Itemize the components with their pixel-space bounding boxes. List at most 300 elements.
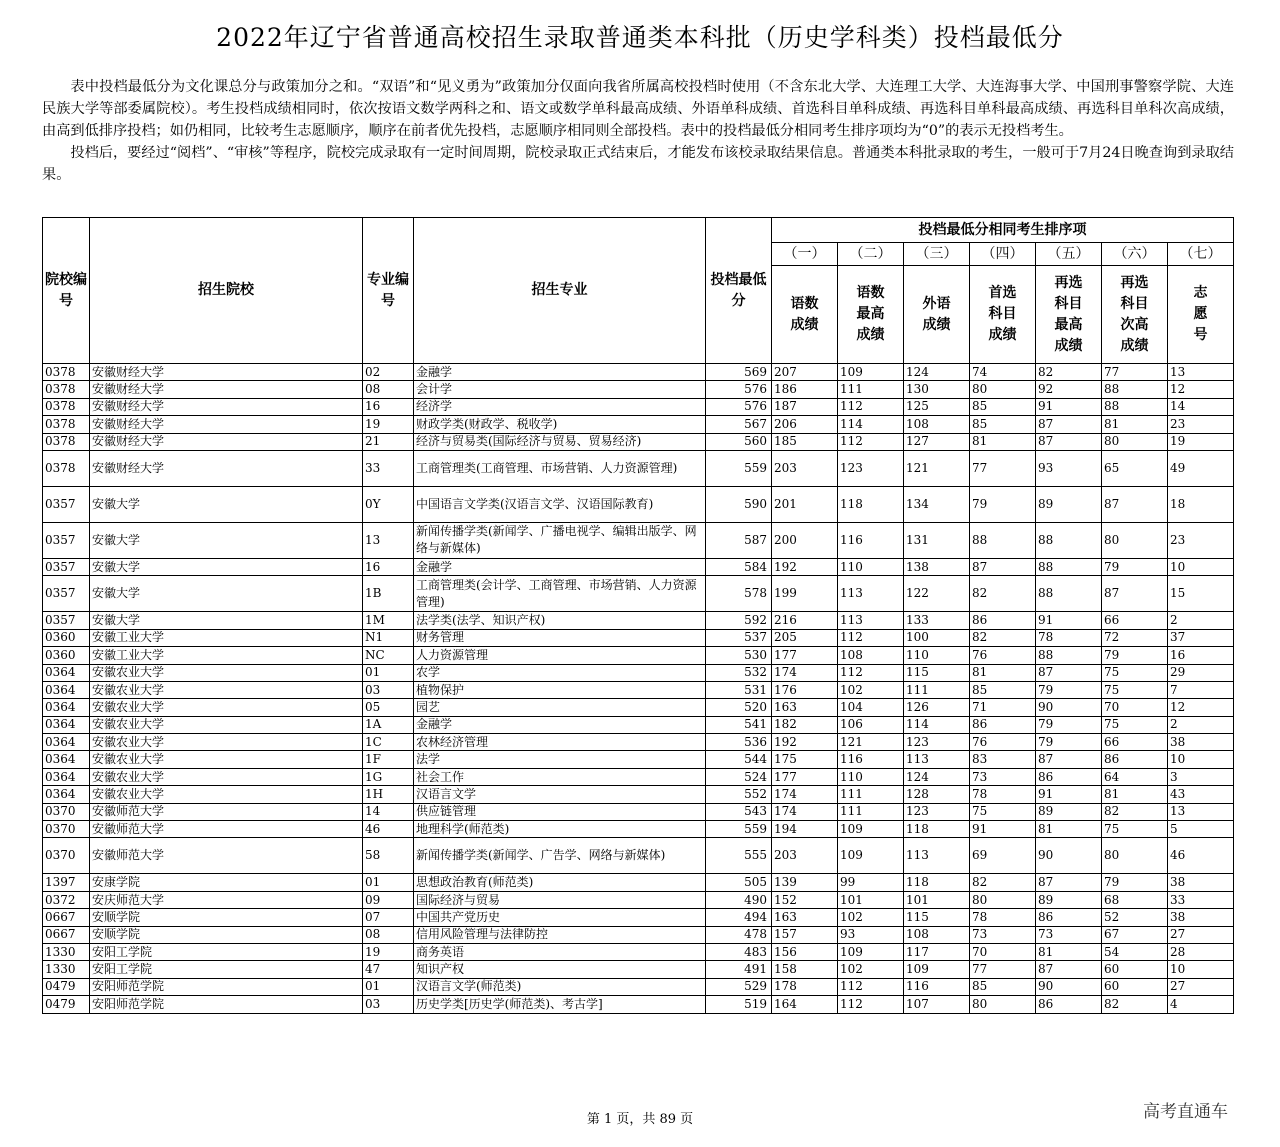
cell-school-name: 安阳工学院 <box>90 961 363 978</box>
cell-major-code: 1F <box>363 751 414 768</box>
table-row <box>43 716 1234 733</box>
cell-sort-3: 130 <box>904 381 970 398</box>
cell-major-name: 财政学类(财政学、税收学) <box>414 416 706 433</box>
cell-major-code: 14 <box>363 803 414 820</box>
cell-major-name: 工商管理类(会计学、工商管理、市场营销、人力资源管理) <box>414 576 706 612</box>
cell-school-code: 0364 <box>43 716 90 733</box>
cell-school-code: 0357 <box>43 486 90 522</box>
table-row <box>43 416 1234 433</box>
cell-sort-6: 79 <box>1102 874 1168 891</box>
cell-sort-7: 10 <box>1168 751 1234 768</box>
cell-sort-3: 101 <box>904 891 970 908</box>
header-sort-num: （四） <box>970 243 1036 266</box>
cell-major-name: 财务管理 <box>414 629 706 646</box>
cell-major-name: 会计学 <box>414 381 706 398</box>
cell-major-name: 中国语言文学类(汉语言文学、汉语国际教育) <box>414 486 706 522</box>
cell-school-name: 安阳师范学院 <box>90 996 363 1013</box>
cell-sort-1: 175 <box>772 751 838 768</box>
cell-sort-5: 87 <box>1036 664 1102 681</box>
table-row <box>43 450 1234 486</box>
cell-sort-6: 81 <box>1102 786 1168 803</box>
cell-school-code: 0364 <box>43 699 90 716</box>
cell-min-score: 494 <box>706 909 772 926</box>
cell-sort-5: 81 <box>1036 821 1102 838</box>
cell-sort-1: 176 <box>772 681 838 698</box>
cell-sort-6: 72 <box>1102 629 1168 646</box>
header-min-score: 投档最低分 <box>706 218 772 364</box>
cell-sort-5: 91 <box>1036 786 1102 803</box>
cell-sort-4: 88 <box>970 522 1036 558</box>
cell-sort-5: 87 <box>1036 751 1102 768</box>
cell-sort-2: 110 <box>838 768 904 785</box>
table-row <box>43 576 1234 612</box>
cell-sort-1: 163 <box>772 699 838 716</box>
cell-sort-6: 54 <box>1102 943 1168 960</box>
cell-school-code: 0378 <box>43 450 90 486</box>
cell-school-name: 安徽农业大学 <box>90 734 363 751</box>
cell-sort-4: 78 <box>970 786 1036 803</box>
cell-school-code: 0357 <box>43 576 90 612</box>
cell-sort-7: 49 <box>1168 450 1234 486</box>
cell-school-name: 安徽大学 <box>90 522 363 558</box>
cell-major-code: 58 <box>363 838 414 874</box>
cell-sort-1: 194 <box>772 821 838 838</box>
cell-sort-1: 203 <box>772 838 838 874</box>
cell-sort-7: 46 <box>1168 838 1234 874</box>
header-sort-num: （五） <box>1036 243 1102 266</box>
cell-sort-7: 10 <box>1168 961 1234 978</box>
cell-major-name: 思想政治教育(师范类) <box>414 874 706 891</box>
cell-major-name: 园艺 <box>414 699 706 716</box>
header-sort-label: 外语成绩 <box>904 266 970 364</box>
cell-school-name: 安徽农业大学 <box>90 751 363 768</box>
cell-sort-2: 112 <box>838 664 904 681</box>
cell-school-name: 安徽农业大学 <box>90 716 363 733</box>
cell-sort-7: 43 <box>1168 786 1234 803</box>
cell-sort-7: 38 <box>1168 734 1234 751</box>
cell-min-score: 578 <box>706 576 772 612</box>
header-sort-label: 志愿号 <box>1168 266 1234 364</box>
cell-sort-2: 116 <box>838 522 904 558</box>
cell-sort-1: 182 <box>772 716 838 733</box>
cell-sort-2: 102 <box>838 681 904 698</box>
cell-sort-1: 174 <box>772 786 838 803</box>
cell-sort-3: 108 <box>904 926 970 943</box>
cell-major-code: NC <box>363 647 414 664</box>
cell-sort-7: 2 <box>1168 716 1234 733</box>
cell-school-code: 1397 <box>43 874 90 891</box>
header-major-name: 招生专业 <box>414 218 706 364</box>
cell-sort-2: 112 <box>838 433 904 450</box>
cell-sort-1: 164 <box>772 996 838 1013</box>
cell-sort-7: 29 <box>1168 664 1234 681</box>
cell-school-code: 0378 <box>43 416 90 433</box>
cell-school-name: 安徽大学 <box>90 486 363 522</box>
cell-sort-4: 86 <box>970 716 1036 733</box>
cell-sort-7: 27 <box>1168 926 1234 943</box>
cell-sort-2: 112 <box>838 996 904 1013</box>
cell-school-code: 0360 <box>43 629 90 646</box>
cell-sort-5: 88 <box>1036 576 1102 612</box>
cell-min-score: 530 <box>706 647 772 664</box>
cell-sort-7: 3 <box>1168 768 1234 785</box>
header-sort-num: （六） <box>1102 243 1168 266</box>
cell-major-name: 供应链管理 <box>414 803 706 820</box>
cell-sort-6: 86 <box>1102 751 1168 768</box>
table-row <box>43 398 1234 415</box>
cell-sort-3: 134 <box>904 486 970 522</box>
table-row <box>43 681 1234 698</box>
cell-major-code: 16 <box>363 398 414 415</box>
cell-sort-4: 73 <box>970 926 1036 943</box>
cell-sort-7: 13 <box>1168 803 1234 820</box>
cell-sort-2: 118 <box>838 486 904 522</box>
cell-sort-1: 192 <box>772 558 838 575</box>
cell-sort-7: 23 <box>1168 416 1234 433</box>
cell-sort-2: 102 <box>838 909 904 926</box>
cell-sort-3: 117 <box>904 943 970 960</box>
cell-major-code: 1G <box>363 768 414 785</box>
cell-min-score: 559 <box>706 450 772 486</box>
cell-sort-3: 107 <box>904 996 970 1013</box>
cell-sort-6: 88 <box>1102 381 1168 398</box>
cell-sort-2: 114 <box>838 416 904 433</box>
cell-min-score: 569 <box>706 364 772 381</box>
cell-sort-2: 116 <box>838 751 904 768</box>
cell-school-code: 0364 <box>43 786 90 803</box>
cell-sort-2: 101 <box>838 891 904 908</box>
cell-sort-3: 111 <box>904 681 970 698</box>
cell-sort-5: 91 <box>1036 398 1102 415</box>
cell-sort-7: 27 <box>1168 978 1234 995</box>
table-row <box>43 768 1234 785</box>
cell-major-code: 33 <box>363 450 414 486</box>
cell-sort-1: 201 <box>772 486 838 522</box>
cell-major-code: 1C <box>363 734 414 751</box>
cell-sort-7: 2 <box>1168 612 1234 629</box>
table-row <box>43 558 1234 575</box>
cell-school-name: 安徽财经大学 <box>90 398 363 415</box>
cell-sort-2: 93 <box>838 926 904 943</box>
cell-school-code: 0370 <box>43 803 90 820</box>
cell-school-code: 1330 <box>43 943 90 960</box>
cell-sort-2: 104 <box>838 699 904 716</box>
cell-sort-5: 90 <box>1036 699 1102 716</box>
cell-sort-7: 16 <box>1168 647 1234 664</box>
cell-sort-1: 187 <box>772 398 838 415</box>
table-row <box>43 486 1234 522</box>
header-sort-group: 投档最低分相同考生排序项 <box>772 218 1234 243</box>
cell-sort-7: 13 <box>1168 364 1234 381</box>
cell-min-score: 529 <box>706 978 772 995</box>
cell-sort-5: 87 <box>1036 874 1102 891</box>
cell-sort-1: 163 <box>772 909 838 926</box>
cell-sort-4: 81 <box>970 664 1036 681</box>
cell-sort-3: 138 <box>904 558 970 575</box>
cell-sort-7: 38 <box>1168 874 1234 891</box>
cell-school-name: 安顺学院 <box>90 926 363 943</box>
cell-sort-4: 83 <box>970 751 1036 768</box>
cell-sort-6: 70 <box>1102 699 1168 716</box>
cell-sort-3: 116 <box>904 978 970 995</box>
header-sort-label: 再选科目最高成绩 <box>1036 266 1102 364</box>
cell-sort-2: 111 <box>838 381 904 398</box>
cell-major-code: 21 <box>363 433 414 450</box>
cell-sort-3: 114 <box>904 716 970 733</box>
table-row <box>43 961 1234 978</box>
cell-major-code: 1M <box>363 612 414 629</box>
cell-sort-6: 66 <box>1102 734 1168 751</box>
cell-school-name: 安徽师范大学 <box>90 803 363 820</box>
cell-school-code: 0357 <box>43 558 90 575</box>
cell-major-code: 01 <box>363 978 414 995</box>
cell-sort-6: 66 <box>1102 612 1168 629</box>
cell-sort-5: 88 <box>1036 558 1102 575</box>
cell-sort-3: 128 <box>904 786 970 803</box>
cell-sort-1: 139 <box>772 874 838 891</box>
cell-school-code: 0357 <box>43 522 90 558</box>
cell-sort-6: 80 <box>1102 838 1168 874</box>
cell-school-code: 0667 <box>43 909 90 926</box>
cell-major-name: 金融学 <box>414 558 706 575</box>
cell-school-code: 1330 <box>43 961 90 978</box>
cell-sort-4: 85 <box>970 681 1036 698</box>
cell-major-name: 社会工作 <box>414 768 706 785</box>
cell-major-name: 商务英语 <box>414 943 706 960</box>
cell-sort-4: 82 <box>970 874 1036 891</box>
cell-sort-4: 80 <box>970 996 1036 1013</box>
header-sort-num: （三） <box>904 243 970 266</box>
table-row <box>43 612 1234 629</box>
cell-school-name: 安阳工学院 <box>90 943 363 960</box>
cell-min-score: 532 <box>706 664 772 681</box>
cell-sort-1: 177 <box>772 768 838 785</box>
cell-sort-5: 87 <box>1036 416 1102 433</box>
cell-sort-2: 112 <box>838 398 904 415</box>
cell-sort-3: 124 <box>904 768 970 785</box>
cell-sort-6: 87 <box>1102 486 1168 522</box>
cell-sort-3: 131 <box>904 522 970 558</box>
watermark: 高考直通车 <box>1143 1102 1228 1122</box>
cell-sort-4: 73 <box>970 768 1036 785</box>
cell-major-code: 01 <box>363 874 414 891</box>
cell-sort-4: 76 <box>970 647 1036 664</box>
cell-sort-5: 89 <box>1036 486 1102 522</box>
cell-sort-5: 86 <box>1036 909 1102 926</box>
page-footer: 第 1 页，共 89 页 <box>586 1112 694 1127</box>
cell-major-name: 金融学 <box>414 364 706 381</box>
cell-sort-2: 109 <box>838 364 904 381</box>
cell-sort-4: 78 <box>970 909 1036 926</box>
cell-sort-6: 75 <box>1102 716 1168 733</box>
cell-sort-7: 19 <box>1168 433 1234 450</box>
cell-school-code: 0364 <box>43 768 90 785</box>
cell-sort-2: 111 <box>838 786 904 803</box>
cell-sort-4: 86 <box>970 612 1036 629</box>
cell-sort-6: 65 <box>1102 450 1168 486</box>
cell-sort-7: 4 <box>1168 996 1234 1013</box>
cell-sort-3: 124 <box>904 364 970 381</box>
cell-min-score: 576 <box>706 381 772 398</box>
cell-sort-6: 79 <box>1102 647 1168 664</box>
cell-sort-3: 115 <box>904 909 970 926</box>
cell-major-name: 汉语言文学 <box>414 786 706 803</box>
cell-school-name: 安徽财经大学 <box>90 450 363 486</box>
cell-sort-2: 109 <box>838 838 904 874</box>
cell-sort-6: 79 <box>1102 558 1168 575</box>
cell-sort-3: 118 <box>904 874 970 891</box>
cell-major-code: 09 <box>363 891 414 908</box>
cell-sort-6: 52 <box>1102 909 1168 926</box>
cell-min-score: 584 <box>706 558 772 575</box>
cell-sort-3: 100 <box>904 629 970 646</box>
cell-sort-4: 80 <box>970 891 1036 908</box>
cell-major-name: 历史学类[历史学(师范类)、考古学] <box>414 996 706 1013</box>
cell-sort-1: 199 <box>772 576 838 612</box>
cell-sort-1: 158 <box>772 961 838 978</box>
cell-min-score: 531 <box>706 681 772 698</box>
header-school-name: 招生院校 <box>90 218 363 364</box>
cell-min-score: 524 <box>706 768 772 785</box>
cell-sort-7: 12 <box>1168 699 1234 716</box>
cell-sort-2: 121 <box>838 734 904 751</box>
cell-school-name: 安徽农业大学 <box>90 768 363 785</box>
cell-sort-3: 118 <box>904 821 970 838</box>
cell-min-score: 478 <box>706 926 772 943</box>
cell-major-code: 01 <box>363 664 414 681</box>
cell-major-code: 13 <box>363 522 414 558</box>
cell-school-code: 0372 <box>43 891 90 908</box>
cell-school-code: 0364 <box>43 734 90 751</box>
cell-school-code: 0479 <box>43 996 90 1013</box>
cell-sort-1: 200 <box>772 522 838 558</box>
cell-sort-6: 75 <box>1102 681 1168 698</box>
cell-sort-3: 109 <box>904 961 970 978</box>
header-sort-num: （七） <box>1168 243 1234 266</box>
cell-sort-7: 37 <box>1168 629 1234 646</box>
cell-sort-2: 109 <box>838 943 904 960</box>
table-row <box>43 926 1234 943</box>
cell-major-name: 经济与贸易类(国际经济与贸易、贸易经济) <box>414 433 706 450</box>
cell-sort-5: 78 <box>1036 629 1102 646</box>
cell-sort-6: 80 <box>1102 522 1168 558</box>
cell-min-score: 491 <box>706 961 772 978</box>
cell-school-name: 安阳师范学院 <box>90 978 363 995</box>
cell-sort-5: 79 <box>1036 681 1102 698</box>
cell-sort-5: 79 <box>1036 734 1102 751</box>
cell-sort-3: 113 <box>904 751 970 768</box>
cell-sort-1: 192 <box>772 734 838 751</box>
cell-sort-4: 75 <box>970 803 1036 820</box>
cell-sort-5: 89 <box>1036 803 1102 820</box>
cell-sort-6: 81 <box>1102 416 1168 433</box>
cell-school-code: 0364 <box>43 681 90 698</box>
table-row <box>43 978 1234 995</box>
cell-sort-3: 115 <box>904 664 970 681</box>
table-row <box>43 838 1234 874</box>
cell-sort-4: 81 <box>970 433 1036 450</box>
cell-sort-3: 125 <box>904 398 970 415</box>
cell-sort-4: 82 <box>970 576 1036 612</box>
cell-min-score: 576 <box>706 398 772 415</box>
cell-min-score: 543 <box>706 803 772 820</box>
cell-sort-6: 67 <box>1102 926 1168 943</box>
cell-sort-1: 177 <box>772 647 838 664</box>
cell-school-name: 安徽师范大学 <box>90 821 363 838</box>
cell-sort-1: 157 <box>772 926 838 943</box>
cell-major-name: 经济学 <box>414 398 706 415</box>
cell-major-name: 中国共产党历史 <box>414 909 706 926</box>
cell-min-score: 544 <box>706 751 772 768</box>
cell-major-name: 新闻传播学类(新闻学、广告学、网络与新媒体) <box>414 838 706 874</box>
cell-major-name: 法学 <box>414 751 706 768</box>
cell-sort-7: 28 <box>1168 943 1234 960</box>
cell-major-code: 47 <box>363 961 414 978</box>
cell-sort-1: 152 <box>772 891 838 908</box>
intro-paragraph-1: 表中投档最低分为文化课总分与政策加分之和。“双语”和“见义勇为”政策加分仅面向我省所属高校投档时使用（不含东北大学、大连理工大学、大连海事大学、中国刑事警察学院、大连民族大学等部委属院校）。考生投档成绩相同时，依次按语文数学两科之和、语文或数学单科最高成绩、外语单科成绩、首选科目单科成绩、再选科目单科最高成绩、再选科目单科次高成绩，由高到低排序投档；如仍相同，比较考生志愿顺序，顺序在前者优先投档，志愿顺序相同则全部投档。表中的投档最低分相同考生排序项均为“0”的表示无投档考生。 <box>42 79 1234 139</box>
cell-major-code: 19 <box>363 416 414 433</box>
table-row <box>43 909 1234 926</box>
cell-sort-4: 77 <box>970 961 1036 978</box>
cell-sort-1: 156 <box>772 943 838 960</box>
cell-school-code: 0378 <box>43 433 90 450</box>
cell-sort-2: 113 <box>838 612 904 629</box>
cell-major-code: 08 <box>363 381 414 398</box>
cell-major-name: 金融学 <box>414 716 706 733</box>
cell-sort-6: 60 <box>1102 961 1168 978</box>
cell-school-code: 0357 <box>43 612 90 629</box>
cell-sort-3: 123 <box>904 803 970 820</box>
cell-school-name: 安康学院 <box>90 874 363 891</box>
header-sort-label: 再选科目次高成绩 <box>1102 266 1168 364</box>
cell-school-code: 0370 <box>43 838 90 874</box>
cell-min-score: 559 <box>706 821 772 838</box>
table-row <box>43 786 1234 803</box>
cell-sort-1: 185 <box>772 433 838 450</box>
cell-major-name: 汉语言文学(师范类) <box>414 978 706 995</box>
cell-sort-7: 33 <box>1168 891 1234 908</box>
cell-sort-7: 14 <box>1168 398 1234 415</box>
intro-paragraph-2: 投档后，要经过“阅档”、“审核”等程序，院校完成录取有一定时间周期，院校录取正式结束后，才能发布该校录取结果信息。普通类本科批录取的考生，一般可于7月24日晚查询到录取结果。 <box>42 145 1234 183</box>
cell-sort-6: 80 <box>1102 433 1168 450</box>
table-row <box>43 751 1234 768</box>
cell-min-score: 537 <box>706 629 772 646</box>
cell-school-name: 安徽财经大学 <box>90 416 363 433</box>
cell-major-code: 0Y <box>363 486 414 522</box>
page-title: 2022年辽宁省普通高校招生录取普通类本科批（历史学科类）投档最低分 <box>216 23 1064 52</box>
cell-school-name: 安徽工业大学 <box>90 629 363 646</box>
cell-sort-4: 77 <box>970 450 1036 486</box>
cell-major-code: 07 <box>363 909 414 926</box>
table-row <box>43 821 1234 838</box>
cell-major-code: 08 <box>363 926 414 943</box>
cell-major-name: 工商管理类(工商管理、市场营销、人力资源管理) <box>414 450 706 486</box>
cell-min-score: 587 <box>706 522 772 558</box>
table-row <box>43 664 1234 681</box>
cell-sort-6: 60 <box>1102 978 1168 995</box>
cell-sort-6: 75 <box>1102 664 1168 681</box>
cell-sort-4: 80 <box>970 381 1036 398</box>
cell-sort-3: 108 <box>904 416 970 433</box>
cell-major-name: 新闻传播学类(新闻学、广播电视学、编辑出版学、网络与新媒体) <box>414 522 706 558</box>
cell-school-code: 0360 <box>43 647 90 664</box>
cell-sort-7: 10 <box>1168 558 1234 575</box>
cell-sort-5: 92 <box>1036 381 1102 398</box>
cell-major-name: 法学类(法学、知识产权) <box>414 612 706 629</box>
table-row <box>43 364 1234 381</box>
cell-sort-2: 109 <box>838 821 904 838</box>
cell-min-score: 519 <box>706 996 772 1013</box>
